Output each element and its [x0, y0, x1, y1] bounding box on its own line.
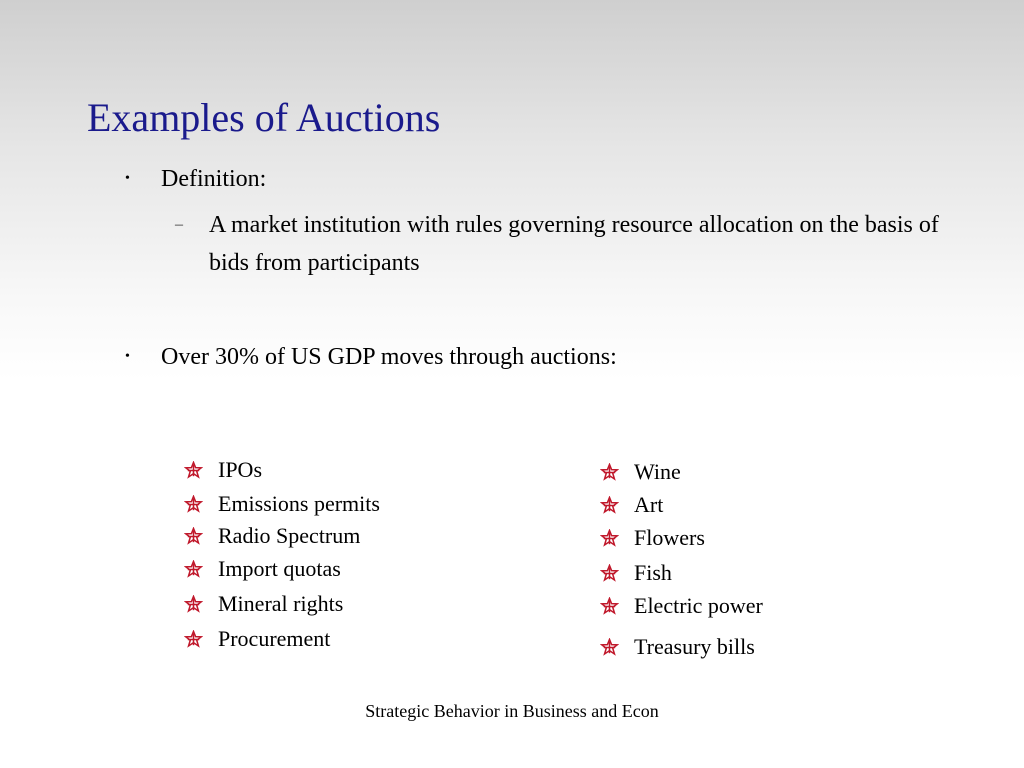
list-item: Electric power: [634, 592, 763, 620]
list-item: Import quotas: [218, 555, 341, 583]
asterisk-star-icon: [600, 597, 619, 616]
list-item: Treasury bills: [634, 633, 755, 661]
list-item: Wine: [634, 458, 681, 486]
bullet-dot: •: [125, 349, 130, 364]
asterisk-star-icon: [600, 638, 619, 657]
list-item: Fish: [634, 559, 672, 587]
list-item: Radio Spectrum: [218, 522, 360, 550]
bullet-dot: •: [125, 171, 130, 186]
sub-bullet-definition: [175, 206, 949, 282]
list-item: Procurement: [218, 625, 330, 653]
sub-bullet-definition-text: A market institution with rules governing resource allocation on the basis of bids from participants: [209, 212, 939, 276]
asterisk-star-icon: [184, 461, 203, 480]
asterisk-star-icon: [184, 560, 203, 579]
list-item: Art: [634, 491, 663, 519]
asterisk-star-icon: [600, 463, 619, 482]
asterisk-star-icon: [600, 564, 619, 583]
list-item: IPOs: [218, 456, 262, 484]
bullet-definition: [125, 160, 267, 198]
bullet-gdp: [125, 338, 617, 376]
asterisk-star-icon: [184, 630, 203, 649]
slide-footer: Strategic Behavior in Business and Econ: [365, 701, 659, 721]
list-item: Mineral rights: [218, 590, 343, 618]
asterisk-star-icon: [184, 495, 203, 514]
dash-bullet: –: [175, 216, 183, 233]
asterisk-star-icon: [184, 595, 203, 614]
asterisk-star-icon: [600, 529, 619, 548]
asterisk-star-icon: [600, 496, 619, 515]
asterisk-star-icon: [184, 527, 203, 546]
bullet-definition-text: Definition:: [161, 166, 267, 192]
bullet-gdp-text: Over 30% of US GDP moves through auctions:: [161, 344, 617, 370]
list-item: Emissions permits: [218, 490, 380, 518]
list-item: Flowers: [634, 524, 705, 552]
slide-title: Examples of Auctions: [87, 95, 441, 140]
